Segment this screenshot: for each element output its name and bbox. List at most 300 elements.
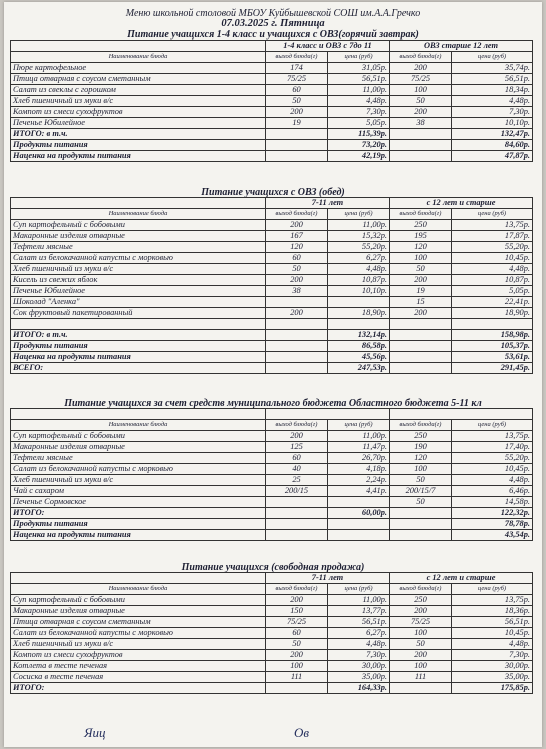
- yield-12-plus: 250: [390, 595, 452, 606]
- price-7-11: 4,48р.: [328, 639, 390, 650]
- price-header: цена (руб): [452, 420, 533, 431]
- yield-7-11: 200: [266, 431, 328, 442]
- yield-7-11: 125: [266, 442, 328, 453]
- price-7-11: 15,32р.: [328, 231, 390, 242]
- total-row: [11, 363, 533, 374]
- yield-12-plus: 200: [390, 275, 452, 286]
- price-12-plus: 10,45р.: [452, 464, 533, 475]
- price-7-11: 247,53р.: [328, 363, 390, 374]
- yield-7-11: 200: [266, 595, 328, 606]
- price-7-11: 4,18р.: [328, 464, 390, 475]
- price-12-plus: 56,51р.: [452, 617, 533, 628]
- blank-cell: [11, 41, 266, 52]
- yield-7-11: 60: [266, 85, 328, 96]
- dish-row: [11, 639, 533, 650]
- dish-row: [11, 118, 533, 129]
- dish-row: [11, 275, 533, 286]
- yield-12-plus: 50: [390, 264, 452, 275]
- price-7-11: 42,19р.: [328, 151, 390, 162]
- dish-name: ИТОГО:: [11, 683, 266, 694]
- yield-7-11: 174: [266, 63, 328, 74]
- price-header: цена (руб): [328, 52, 390, 63]
- price-12-plus: 17,40р.: [452, 442, 533, 453]
- price-12-plus: 30,00р.: [452, 661, 533, 672]
- yield-12-plus: [390, 519, 452, 530]
- price-12-plus: 5,05р.: [452, 286, 533, 297]
- price-12-plus: 18,90р.: [452, 308, 533, 319]
- yield-7-11: [266, 508, 328, 519]
- yield-12-plus: 200/15/7: [390, 486, 452, 497]
- total-row: [11, 530, 533, 541]
- price-12-plus: 4,48р.: [452, 639, 533, 650]
- price-7-11: 11,00р.: [328, 85, 390, 96]
- yield-12-plus: [390, 508, 452, 519]
- dish-row: [11, 308, 533, 319]
- dish-name: Продукты питания: [11, 341, 266, 352]
- price-header: цена (руб): [452, 52, 533, 63]
- price-12-plus: 47,87р.: [452, 151, 533, 162]
- price-12-plus: 55,20р.: [452, 242, 533, 253]
- dish-row: [11, 74, 533, 85]
- yield-12-plus: [390, 363, 452, 374]
- price-12-plus: 18,34р.: [452, 85, 533, 96]
- yield-7-11: 60: [266, 253, 328, 264]
- dish-name: Суп картофельный с бобовыми: [11, 595, 266, 606]
- dish-name: Тефтели мясные: [11, 242, 266, 253]
- price-7-11: 73,20р.: [328, 140, 390, 151]
- dish-name: Тефтели мясные: [11, 453, 266, 464]
- dish-name: Котлета в тесте печеная: [11, 661, 266, 672]
- dish-row: [11, 628, 533, 639]
- dish-row: [11, 661, 533, 672]
- yield-7-11: 75/25: [266, 74, 328, 85]
- dish-name: Салат из свеклы с горошком: [11, 85, 266, 96]
- dish-row: [11, 63, 533, 74]
- total-row: [11, 330, 533, 341]
- total-row: [11, 140, 533, 151]
- yield-7-11: 111: [266, 672, 328, 683]
- yield-12-plus: 50: [390, 96, 452, 107]
- dish-name: Сок фруктовый пакетированный: [11, 308, 266, 319]
- dish-row: [11, 617, 533, 628]
- price-12-plus: 10,10р.: [452, 118, 533, 129]
- age-group-1: 1-4 класс и ОВЗ с 7до 11: [266, 41, 390, 52]
- yield-12-plus: [390, 140, 452, 151]
- column-header-row: [11, 209, 533, 220]
- yield-header: выход блюда(г): [266, 209, 328, 220]
- price-12-plus: 4,48р.: [452, 475, 533, 486]
- dish-name: Продукты питания: [11, 519, 266, 530]
- dish-row: [11, 464, 533, 475]
- price-7-11: 30,00р.: [328, 661, 390, 672]
- price-7-11: [328, 519, 390, 530]
- dish-name: Наценка на продукты питания: [11, 352, 266, 363]
- yield-12-plus: 200: [390, 107, 452, 118]
- dish-name-header: Наименование блюда: [11, 420, 266, 431]
- yield-7-11: 50: [266, 264, 328, 275]
- yield-7-11: [266, 497, 328, 508]
- yield-12-plus: 50: [390, 497, 452, 508]
- price-12-plus: 7,30р.: [452, 107, 533, 118]
- price-12-plus: 10,45р.: [452, 253, 533, 264]
- dish-name: Сосиска в тесте печеная: [11, 672, 266, 683]
- yield-12-plus: [390, 341, 452, 352]
- price-7-11: [328, 530, 390, 541]
- section-title: Питание учащихся 1-4 класс и учащихся с ОВЗ(горячий завтрак): [127, 29, 419, 40]
- yield-7-11: [266, 363, 328, 374]
- price-7-11: [328, 319, 390, 330]
- age-group-header: [11, 409, 533, 420]
- price-7-11: 45,56р.: [328, 352, 390, 363]
- dish-name: Печенье Юбилейное: [11, 286, 266, 297]
- dish-name: Суп картофельный с бобовыми: [11, 431, 266, 442]
- price-7-11: 6,27р.: [328, 628, 390, 639]
- yield-header: выход блюда(г): [390, 420, 452, 431]
- yield-12-plus: 100: [390, 253, 452, 264]
- price-7-11: 10,10р.: [328, 286, 390, 297]
- yield-12-plus: [390, 530, 452, 541]
- dish-name: Хлеб пшеничный из муки в/с: [11, 96, 266, 107]
- dish-row: [11, 431, 533, 442]
- yield-12-plus: [390, 151, 452, 162]
- yield-12-plus: 200: [390, 650, 452, 661]
- dish-name: Кисель из свежих яблок: [11, 275, 266, 286]
- dish-name: Компот из смеси сухофруктов: [11, 650, 266, 661]
- price-12-plus: 22,41р.: [452, 297, 533, 308]
- price-12-plus: 175,85р.: [452, 683, 533, 694]
- yield-12-plus: 100: [390, 464, 452, 475]
- yield-12-plus: 200: [390, 308, 452, 319]
- total-row: [11, 352, 533, 363]
- price-12-plus: 78,78р.: [452, 519, 533, 530]
- price-7-11: 4,48р.: [328, 96, 390, 107]
- yield-7-11: 150: [266, 606, 328, 617]
- menu-table: [10, 197, 533, 374]
- dish-name: [11, 319, 266, 330]
- yield-7-11: 200: [266, 220, 328, 231]
- yield-header: выход блюда(г): [266, 584, 328, 595]
- dish-row: [11, 319, 533, 330]
- price-7-11: 11,00р.: [328, 431, 390, 442]
- age-group-2: ОВЗ старше 12 лет: [390, 41, 533, 52]
- yield-7-11: 60: [266, 628, 328, 639]
- price-7-11: 132,14р.: [328, 330, 390, 341]
- price-12-plus: 17,87р.: [452, 231, 533, 242]
- price-7-11: 11,00р.: [328, 595, 390, 606]
- yield-12-plus: [390, 683, 452, 694]
- dish-name: Птица отварная с соусом сметанным: [11, 617, 266, 628]
- dish-name: ИТОГО: в т.ч.: [11, 129, 266, 140]
- yield-12-plus: 200: [390, 606, 452, 617]
- yield-7-11: [266, 129, 328, 140]
- yield-12-plus: 200: [390, 63, 452, 74]
- dish-row: [11, 595, 533, 606]
- yield-7-11: 40: [266, 464, 328, 475]
- dish-name: Продукты питания: [11, 140, 266, 151]
- yield-7-11: 38: [266, 286, 328, 297]
- dish-row: [11, 497, 533, 508]
- yield-12-plus: 100: [390, 628, 452, 639]
- price-7-11: 5,05р.: [328, 118, 390, 129]
- price-12-plus: 35,00р.: [452, 672, 533, 683]
- age-group-2: с 12 лет и старше: [390, 573, 533, 584]
- dish-name: Суп картофельный с бобовыми: [11, 220, 266, 231]
- dish-row: [11, 486, 533, 497]
- dish-row: [11, 453, 533, 464]
- yield-7-11: 50: [266, 96, 328, 107]
- price-7-11: 60,00р.: [328, 508, 390, 519]
- dish-name-header: Наименование блюда: [11, 209, 266, 220]
- dish-row: [11, 85, 533, 96]
- price-7-11: [328, 297, 390, 308]
- dish-name: Макаронные изделия отварные: [11, 442, 266, 453]
- price-12-plus: 13,75р.: [452, 431, 533, 442]
- dish-row: [11, 672, 533, 683]
- price-7-11: 4,48р.: [328, 264, 390, 275]
- yield-header: выход блюда(г): [266, 420, 328, 431]
- column-header-row: [11, 52, 533, 63]
- age-group-header: [11, 198, 533, 209]
- price-12-plus: 158,98р.: [452, 330, 533, 341]
- yield-7-11: [266, 319, 328, 330]
- dish-name: Салат из белокачанной капусты с морковью: [11, 253, 266, 264]
- dish-row: [11, 297, 533, 308]
- age-group-1: [266, 409, 390, 420]
- price-12-plus: 291,45р.: [452, 363, 533, 374]
- dish-name: Печенье Сормовское: [11, 497, 266, 508]
- price-7-11: 13,77р.: [328, 606, 390, 617]
- menu-table: [10, 572, 533, 694]
- dish-name: ИТОГО: в т.ч.: [11, 330, 266, 341]
- yield-12-plus: 75/25: [390, 617, 452, 628]
- yield-header: выход блюда(г): [390, 584, 452, 595]
- price-7-11: 26,70р.: [328, 453, 390, 464]
- price-12-plus: 55,20р.: [452, 453, 533, 464]
- menu-date: 07.03.2025 г. Пятница: [221, 18, 325, 29]
- price-7-11: 164,33р.: [328, 683, 390, 694]
- price-7-11: 6,27р.: [328, 253, 390, 264]
- age-group-1: 7-11 лет: [266, 198, 390, 209]
- section-title: Питание учащихся (свободная продажа): [181, 562, 365, 573]
- age-group-header: [11, 41, 533, 52]
- menu-table: [10, 408, 533, 541]
- signature-2: Ов: [294, 725, 310, 740]
- dish-name: Чай с сахаром: [11, 486, 266, 497]
- blank-cell: [11, 573, 266, 584]
- dish-name: Пюре картофельное: [11, 63, 266, 74]
- price-7-11: 56,51р.: [328, 74, 390, 85]
- dish-row: [11, 96, 533, 107]
- dish-row: [11, 231, 533, 242]
- yield-12-plus: [390, 319, 452, 330]
- yield-7-11: 200: [266, 650, 328, 661]
- price-7-11: 7,30р.: [328, 650, 390, 661]
- yield-7-11: [266, 140, 328, 151]
- price-12-plus: 132,47р.: [452, 129, 533, 140]
- dish-name: Салат из белокачанной капусты с морковью: [11, 628, 266, 639]
- price-12-plus: 14,58р.: [452, 497, 533, 508]
- yield-7-11: 200: [266, 308, 328, 319]
- price-12-plus: 56,51р.: [452, 74, 533, 85]
- dish-name: Хлеб пшеничный из муки в/с: [11, 264, 266, 275]
- yield-7-11: 60: [266, 453, 328, 464]
- menu-sheet: [4, 2, 542, 747]
- yield-7-11: 75/25: [266, 617, 328, 628]
- yield-12-plus: 250: [390, 220, 452, 231]
- dish-row: [11, 606, 533, 617]
- price-12-plus: 10,87р.: [452, 275, 533, 286]
- dish-row: [11, 107, 533, 118]
- yield-7-11: [266, 530, 328, 541]
- yield-12-plus: 120: [390, 453, 452, 464]
- yield-header: выход блюда(г): [266, 52, 328, 63]
- price-12-plus: 7,30р.: [452, 650, 533, 661]
- yield-header: выход блюда(г): [390, 52, 452, 63]
- yield-12-plus: 190: [390, 442, 452, 453]
- price-12-plus: 35,74р.: [452, 63, 533, 74]
- menu-header: Меню школьной столовой МБОУ Куйбышевской СОШ им.А.А.Гречко: [125, 8, 421, 19]
- price-header: цена (руб): [452, 584, 533, 595]
- age-group-1: 7-11 лет: [266, 573, 390, 584]
- yield-7-11: 200/15: [266, 486, 328, 497]
- dish-name: Наценка на продукты питания: [11, 151, 266, 162]
- price-12-plus: 53,61р.: [452, 352, 533, 363]
- price-7-11: 55,20р.: [328, 242, 390, 253]
- total-row: [11, 341, 533, 352]
- price-12-plus: 4,48р.: [452, 264, 533, 275]
- dish-name: Птица отварная с соусом сметанным: [11, 74, 266, 85]
- dish-name: Хлеб пшеничный из муки в/с: [11, 639, 266, 650]
- price-7-11: 11,00р.: [328, 220, 390, 231]
- dish-name: Шоколад "Аленка": [11, 297, 266, 308]
- price-12-plus: 122,32р.: [452, 508, 533, 519]
- section-title: Питание учащихся с ОВЗ (обед): [201, 187, 345, 198]
- yield-12-plus: 120: [390, 242, 452, 253]
- yield-7-11: [266, 330, 328, 341]
- menu-table: [10, 40, 533, 162]
- yield-7-11: 25: [266, 475, 328, 486]
- yield-12-plus: [390, 129, 452, 140]
- yield-12-plus: 50: [390, 475, 452, 486]
- blank-cell: [11, 198, 266, 209]
- dish-row: [11, 220, 533, 231]
- yield-7-11: 167: [266, 231, 328, 242]
- yield-7-11: 50: [266, 639, 328, 650]
- yield-7-11: [266, 352, 328, 363]
- price-12-plus: 10,45р.: [452, 628, 533, 639]
- price-7-11: 115,39р.: [328, 129, 390, 140]
- yield-12-plus: [390, 352, 452, 363]
- price-header: цена (руб): [452, 209, 533, 220]
- yield-12-plus: 38: [390, 118, 452, 129]
- age-group-2: [390, 409, 533, 420]
- yield-12-plus: 111: [390, 672, 452, 683]
- price-7-11: 56,51р.: [328, 617, 390, 628]
- price-12-plus: 13,75р.: [452, 220, 533, 231]
- yield-12-plus: 250: [390, 431, 452, 442]
- dish-name-header: Наименование блюда: [11, 584, 266, 595]
- dish-row: [11, 475, 533, 486]
- price-7-11: 18,90р.: [328, 308, 390, 319]
- yield-header: выход блюда(г): [390, 209, 452, 220]
- yield-7-11: 100: [266, 661, 328, 672]
- total-row: [11, 129, 533, 140]
- price-7-11: 31,05р.: [328, 63, 390, 74]
- price-12-plus: 4,48р.: [452, 96, 533, 107]
- age-group-2: с 12 лет и старше: [390, 198, 533, 209]
- price-7-11: 11,47р.: [328, 442, 390, 453]
- yield-12-plus: 100: [390, 85, 452, 96]
- yield-7-11: 120: [266, 242, 328, 253]
- total-row: [11, 151, 533, 162]
- total-row: [11, 683, 533, 694]
- dish-row: [11, 242, 533, 253]
- dish-name: Наценка на продукты питания: [11, 530, 266, 541]
- price-7-11: 10,87р.: [328, 275, 390, 286]
- dish-name: ИТОГО:: [11, 508, 266, 519]
- dish-name: ВСЕГО:: [11, 363, 266, 374]
- price-7-11: 2,24р.: [328, 475, 390, 486]
- dish-name: Салат из белокачанной капусты с морковью: [11, 464, 266, 475]
- dish-row: [11, 264, 533, 275]
- dish-row: [11, 253, 533, 264]
- yield-12-plus: 50: [390, 639, 452, 650]
- yield-7-11: [266, 519, 328, 530]
- age-group-header: [11, 573, 533, 584]
- column-header-row: [11, 420, 533, 431]
- dish-row: [11, 650, 533, 661]
- price-header: цена (руб): [328, 584, 390, 595]
- dish-name: Компот из смеси сухофруктов: [11, 107, 266, 118]
- column-header-row: [11, 584, 533, 595]
- price-12-plus: 84,60р.: [452, 140, 533, 151]
- dish-row: [11, 286, 533, 297]
- price-7-11: 4,41р.: [328, 486, 390, 497]
- price-7-11: 35,00р.: [328, 672, 390, 683]
- yield-12-plus: [390, 330, 452, 341]
- yield-12-plus: 19: [390, 286, 452, 297]
- dish-row: [11, 442, 533, 453]
- price-7-11: 7,30р.: [328, 107, 390, 118]
- yield-12-plus: 100: [390, 661, 452, 672]
- total-row: [11, 508, 533, 519]
- price-12-plus: 18,36р.: [452, 606, 533, 617]
- yield-7-11: 19: [266, 118, 328, 129]
- dish-name: Макаронные изделия отварные: [11, 231, 266, 242]
- price-header: цена (руб): [328, 420, 390, 431]
- yield-7-11: [266, 341, 328, 352]
- yield-12-plus: 75/25: [390, 74, 452, 85]
- price-12-plus: 6,46р.: [452, 486, 533, 497]
- price-7-11: [328, 497, 390, 508]
- yield-7-11: 200: [266, 107, 328, 118]
- dish-name-header: Наименование блюда: [11, 52, 266, 63]
- signature-1: Яиц: [84, 725, 106, 740]
- price-12-plus: 13,75р.: [452, 595, 533, 606]
- price-12-plus: 43,54р.: [452, 530, 533, 541]
- price-header: цена (руб): [328, 209, 390, 220]
- yield-7-11: [266, 683, 328, 694]
- dish-name: Хлеб пшеничный из муки в/с: [11, 475, 266, 486]
- price-12-plus: [452, 319, 533, 330]
- section-title: Питание учащихся за счет средств муниципального бюджета Областного бюджета 5-11 кл: [64, 398, 482, 409]
- yield-12-plus: 195: [390, 231, 452, 242]
- yield-12-plus: 15: [390, 297, 452, 308]
- dish-name: Печенье Юбилейное: [11, 118, 266, 129]
- price-12-plus: 105,37р.: [452, 341, 533, 352]
- dish-name: Макаронные изделия отварные: [11, 606, 266, 617]
- yield-7-11: 200: [266, 275, 328, 286]
